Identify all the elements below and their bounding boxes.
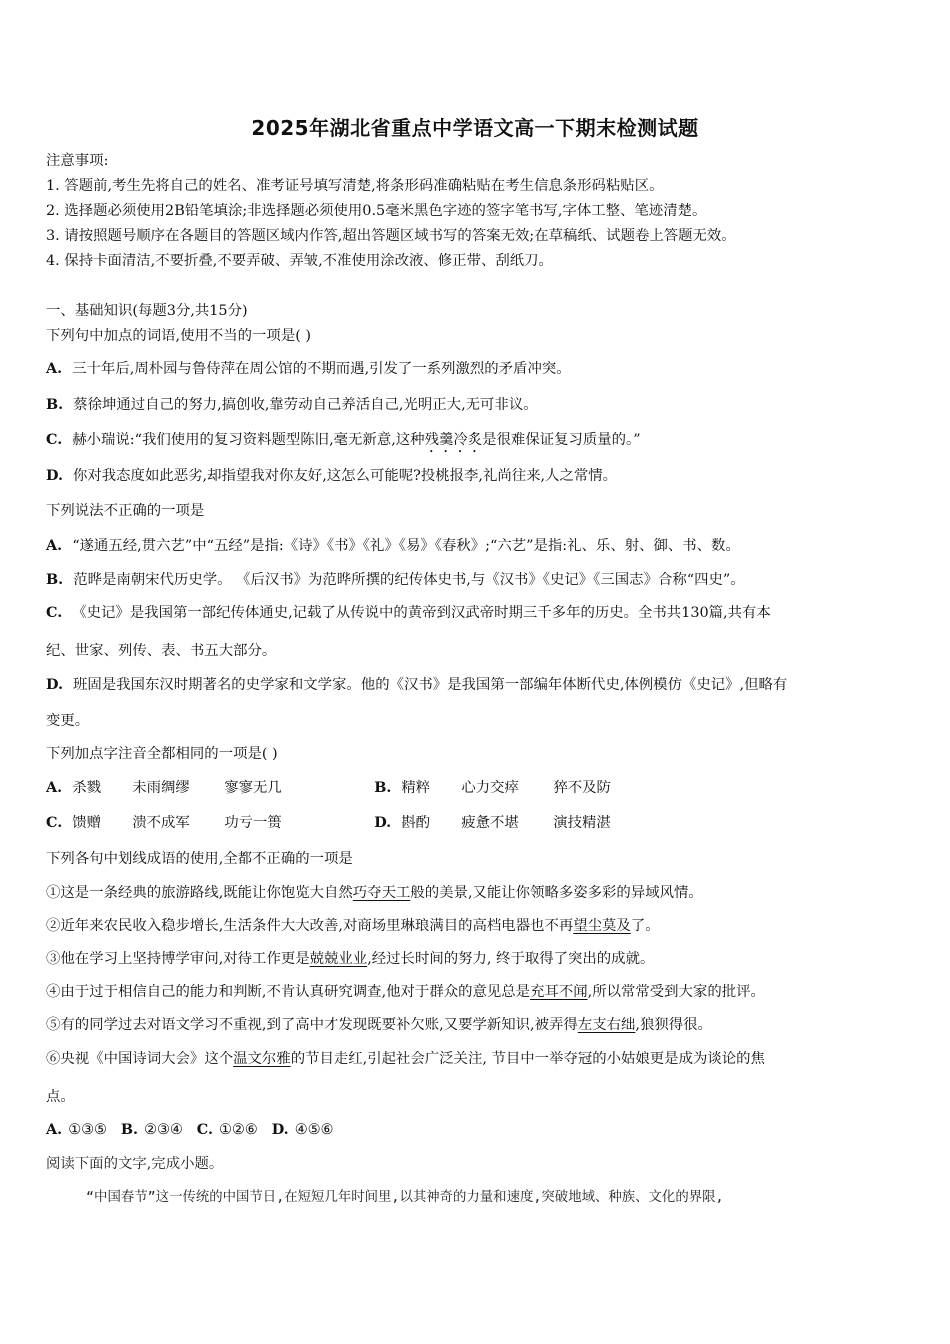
pinyin-word: 未雨绸缪	[132, 780, 190, 796]
option-text: 是很难保证复习质量的。”	[482, 432, 641, 448]
option-label: A.	[46, 779, 63, 796]
sentence-text: 央视《中国诗词大会》这个	[60, 1051, 234, 1067]
option-label: A.	[46, 537, 63, 554]
pinyin-word: 斟酌	[401, 815, 430, 831]
option-label: B.	[46, 571, 64, 588]
q4-sentence	[46, 950, 654, 968]
q2-option-d	[46, 676, 787, 694]
option-label: B.	[374, 779, 392, 796]
q4-sentence	[46, 983, 765, 1001]
option-label: C.	[46, 814, 63, 831]
option-text: 《史记》是我国第一部纪传体通史,记载了从传说中的黄帝到汉武帝时期三千多年的历史。全书共130篇,共有本	[72, 605, 771, 621]
q1-option-c	[46, 431, 641, 456]
sentence-text: 这是一条经典的旅游路线,既能让你饱览大自然	[60, 885, 353, 901]
notice-item: 4. 保持卡面清洁,不要折叠,不要弄破、弄皱,不准使用涂改液、修正带、刮纸刀。	[46, 253, 553, 269]
q4-sentence	[46, 917, 660, 935]
q3-row	[46, 814, 611, 832]
sentence-text: 的节目走红,引起社会广泛关注, 节目中一举夺冠的小姑娘更是成为谈论的焦	[290, 1051, 765, 1067]
option-text: 你对我态度如此恶劣,却指望我对你友好,这怎么可能呢?投桃报李,礼尚往来,人之常情。	[72, 468, 618, 484]
choice-value: ②③④	[144, 1122, 183, 1138]
option-text: “遂通五经,贯六艺”中“五经”是指:《诗》《书》《礼》《易》《春秋》;“六艺”是指:礼、乐、射、御、书、数。	[72, 538, 740, 554]
choice-label: A.	[46, 1121, 63, 1138]
option-label: A.	[46, 360, 63, 377]
pinyin-word: 馈赠	[72, 815, 102, 831]
sentence-number: ⑤	[46, 1017, 61, 1033]
sentence-text: 近年来农民收入稳步增长,生活条件大大改善,对商场里琳琅满目的高档电器也不再	[60, 918, 574, 934]
q2-option-c	[46, 604, 771, 622]
option-text: 范晔是南朝宋代历史学。 《后汉书》为范晔所撰的纪传体史书,与《汉书》《史记》《三国志》合称“四史”。	[73, 572, 745, 588]
pinyin-word: 溃不成军	[132, 815, 190, 831]
pinyin-word: 演技精湛	[553, 815, 611, 831]
sentence-text: 他在学习上坚持博学审问,对待工作更是	[60, 951, 310, 967]
option-label: D.	[374, 814, 392, 831]
q4-sentence	[46, 1050, 765, 1068]
option-label: B.	[46, 396, 64, 413]
option-label: D.	[46, 676, 63, 693]
sentence-number: ③	[46, 951, 61, 967]
sentence-number: ④	[46, 984, 61, 1000]
q4-sentence	[46, 1016, 712, 1034]
sentence-text: 般的美景,又能让你领略多姿多彩的异域风情。	[410, 885, 703, 901]
notice-item: 3. 请按照题号顺序在各题目的答题区域内作答,超出答题区域书写的答案无效;在草稿纸、试题卷上答题无效。	[46, 228, 736, 244]
sentence-text: ,经过长时间的努力, 终于取得了突出的成就。	[367, 951, 655, 967]
q4-choices	[46, 1121, 333, 1139]
sentence-text: ,所以常常受到大家的批评。	[587, 984, 765, 1000]
choice-label: B.	[120, 1121, 139, 1138]
option-label: D.	[46, 467, 63, 484]
page-title: 2025年湖北省重点中学语文高一下期末检测试题	[251, 116, 699, 140]
reading-passage: “中国春节”这一传统的中国节日,在短短几年时间里,以其神奇的力量和速度,突破地域、种族、文化的界限,	[86, 1190, 724, 1205]
pinyin-word: 寥寥无几	[224, 780, 282, 796]
notice-heading: 注意事项:	[46, 153, 109, 169]
q4-sentence	[46, 884, 703, 902]
underlined-idiom: 望尘莫及	[573, 918, 631, 934]
question-3-stem: 下列加点字注音全都相同的一项是( )	[46, 746, 278, 762]
choice-label: C.	[196, 1121, 213, 1138]
option-label: C.	[46, 604, 63, 621]
sentence-text: ,狼狈得很。	[635, 1017, 712, 1033]
option-text: 蔡徐坤通过自己的努力,搞创收,靠劳动自己养活自己,光明正大,无可非议。	[73, 397, 538, 413]
question-1-stem: 下列句中加点的词语,使用不当的一项是( )	[46, 328, 312, 344]
reading-intro: 阅读下面的文字,完成小题。	[46, 1156, 224, 1172]
question-2-stem: 下列说法不正确的一项是	[46, 503, 205, 519]
option-label: C.	[46, 431, 63, 448]
q2-option-d-cont: 变更。	[46, 713, 90, 729]
sentence-number: ①	[46, 885, 61, 901]
pinyin-word: 精粹	[401, 780, 431, 796]
question-4-stem: 下列各句中划线成语的使用,全都不正确的一项是	[46, 851, 353, 867]
dotted-word: 残羹冷炙	[424, 432, 483, 448]
underlined-idiom: 巧夺天工	[352, 885, 411, 901]
pinyin-word: 杀戮	[72, 780, 101, 796]
sentence-text: 有的同学过去对语文学习不重视,到了高中才发现既要补欠账,又要学新知识,被弄得	[60, 1017, 578, 1033]
notice-item: 2. 选择题必须使用2B铅笔填涂;非选择题必须使用0.5毫米黑色字迹的签字笔书写,字体工整、笔迹清楚。	[46, 203, 707, 219]
sentence-number: ②	[46, 918, 61, 934]
choice-value: ①②⑥	[219, 1122, 258, 1138]
pinyin-word: 疲惫不堪	[461, 815, 519, 831]
option-text: 班固是我国东汉时期著名的史学家和文学家。他的《汉书》是我国第一部编年体断代史,体例模仿《史记》,但略有	[72, 677, 788, 693]
option-text: 三十年后,周朴园与鲁侍萍在周公馆的不期而遇,引发了一系列激烈的矛盾冲突。	[72, 361, 571, 377]
q2-option-b	[46, 571, 745, 589]
section-heading: 一、基础知识(每题3分,共15分)	[46, 303, 248, 319]
underlined-idiom: 温文尔雅	[233, 1051, 291, 1067]
q1-option-a	[46, 360, 571, 378]
sentence-text: 了。	[630, 918, 660, 934]
pinyin-word: 猝不及防	[553, 780, 611, 796]
pinyin-word: 功亏一篑	[224, 815, 282, 831]
notice-item: 1. 答题前,考生先将自己的姓名、准考证号填写清楚,将条形码准确粘贴在考生信息条形码粘贴区。	[46, 178, 664, 194]
sentence-number: ⑥	[46, 1051, 61, 1067]
underlined-idiom: 左支右绌	[577, 1017, 636, 1033]
q4-sentence-cont: 点。	[46, 1089, 75, 1105]
q1-option-d	[46, 467, 617, 485]
choice-value: ④⑤⑥	[294, 1122, 334, 1138]
q2-option-a	[46, 537, 740, 555]
choice-value: ①③⑤	[68, 1122, 107, 1138]
underlined-idiom: 充耳不闻	[530, 984, 588, 1000]
q3-row	[46, 779, 611, 797]
choice-label: D.	[271, 1121, 289, 1138]
pinyin-word: 心力交瘁	[461, 780, 519, 796]
underlined-idiom: 兢兢业业	[309, 951, 368, 967]
q1-option-b	[46, 396, 538, 414]
sentence-text: 由于过于相信自己的能力和判断,不肯认真研究调查,他对于群众的意见总是	[60, 984, 531, 1000]
option-text: 赫小瑞说:“我们使用的复习资料题型陈旧,毫无新意,这种	[72, 432, 425, 448]
q2-option-c-cont: 纪、世家、列传、表、书五大部分。	[46, 643, 277, 659]
